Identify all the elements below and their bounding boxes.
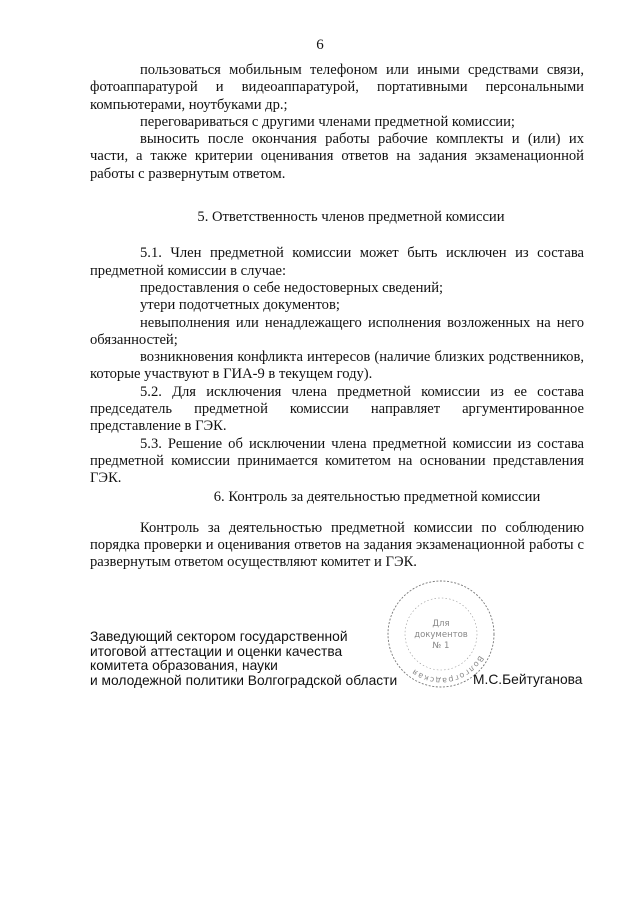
signatory-title-line: Заведующий сектором государственной bbox=[90, 629, 348, 644]
page-number: 6 bbox=[316, 37, 324, 53]
exclusion-case: невыполнения или ненадлежащего исполнения возложенных на него обязанностей; bbox=[90, 314, 584, 348]
paragraph-5-1: 5.1. Член предметной комиссии может быть исключен из состава предметной комиссии в случае: bbox=[90, 245, 584, 279]
stamp-center-line: Для bbox=[432, 619, 450, 629]
list-item: выносить после окончания работы рабочие комплекты и (или) их части, а также критерии оценивания ответов на задания экзаменационной работы с развернутым ответом. bbox=[90, 131, 584, 182]
paragraph-5-2: 5.2. Для исключения члена предметной комиссии из ее состава председатель предметной комиссии направляет аргументированное представление в ГЭК. bbox=[90, 383, 584, 435]
stamp-center-line: № 1 bbox=[432, 641, 450, 651]
signature-block bbox=[90, 630, 584, 688]
paragraph-6: Контроль за деятельностью предметной комиссии по соблюдению порядка проверки и оценивания ответов на задания экзаменационной работы с развернутым ответом осуществляют комитет и ГЭК. bbox=[90, 519, 584, 571]
section-6-heading: 6. Контроль за деятельностью предметной комиссии bbox=[213, 488, 541, 505]
exclusion-case: возникновения конфликта интересов (наличие близких родственников, которые участвуют в ГИА-9 в текущем году). bbox=[90, 349, 584, 383]
paragraph-5-3: 5.3. Решение об исключении члена предметной комиссии из состава предметной комиссии принимается комитетом на основании представления ГЭК. bbox=[90, 435, 584, 487]
stamp-ring-text: Волгоградская bbox=[409, 654, 486, 686]
signatory-title-line: и молодежной политики Волгоградской области bbox=[90, 672, 398, 688]
document-body bbox=[90, 62, 584, 572]
stamp-center-line: документов bbox=[414, 630, 468, 640]
exclusion-case: предоставления о себе недостоверных сведений; bbox=[140, 279, 444, 296]
signatory-title-line: комитета образования, науки bbox=[90, 658, 278, 674]
exclusion-case: утери подотчетных документов; bbox=[140, 297, 340, 314]
section-5-heading: 5. Ответственность членов предметной комиссии bbox=[197, 209, 505, 226]
list-item: пользоваться мобильным телефоном или иными средствами связи, фотоаппаратурой и видеоаппаратурой, портативными персональными компьютерами, ноутбуками др.; bbox=[90, 62, 584, 113]
list-item: переговариваться с другими членами предметной комиссии; bbox=[140, 113, 515, 130]
signatory-title-line: итоговой аттестации и оценки качества bbox=[90, 643, 343, 659]
signatory-name: М.С.Бейтуганова bbox=[473, 672, 583, 687]
